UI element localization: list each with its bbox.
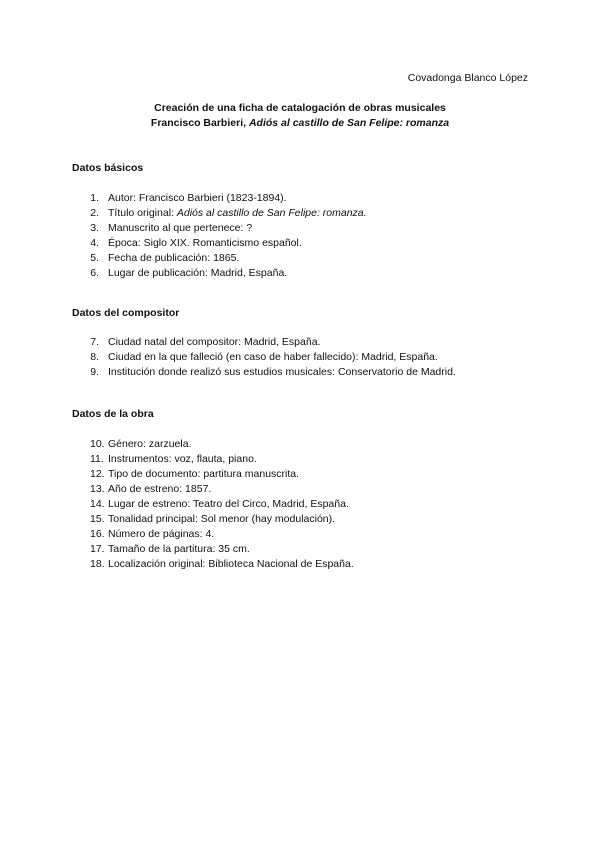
item-text: Tamaño de la partitura: 35 cm. — [108, 543, 250, 555]
list-item — [72, 437, 354, 452]
list-item — [72, 542, 354, 557]
item-number: 12. — [90, 468, 105, 480]
item-text: Institución donde realizó sus estudios musicales: Conservatorio de Madrid. — [108, 366, 456, 378]
item-text: Manuscrito al que pertenece: ? — [108, 222, 253, 234]
title-line-2-prefix: Francisco Barbieri, — [150, 117, 249, 129]
item-text: Tipo de documento: partitura manuscrita. — [108, 468, 300, 480]
title-line-1: Creación de una ficha de catalogación de obras musicales — [154, 102, 446, 114]
item-text: Título original: — [108, 207, 177, 219]
item-number: 7. — [90, 336, 99, 348]
item-number: 10. — [90, 438, 105, 450]
list-datos-compositor — [72, 335, 456, 380]
item-text-italic: Adiós al castillo de San Felipe: romanza. — [176, 207, 367, 219]
title-line-2 — [0, 116, 600, 131]
item-number: 6. — [90, 267, 99, 279]
item-number: 3. — [90, 222, 99, 234]
item-number: 9. — [90, 366, 99, 378]
list-item — [72, 365, 456, 380]
item-text: Instrumentos: voz, flauta, piano. — [108, 453, 257, 465]
list-item — [72, 251, 367, 266]
item-text: Tonalidad principal: Sol menor (hay modulación). — [108, 513, 336, 525]
document-title — [0, 101, 600, 131]
item-text: Época: Siglo XIX. Romanticismo español. — [108, 237, 302, 249]
list-item — [72, 527, 354, 542]
item-text: Ciudad en la que falleció (en caso de haber fallecido): Madrid, España. — [108, 351, 438, 363]
list-datos-basicos — [72, 191, 367, 281]
item-number: 2. — [90, 207, 99, 219]
list-item — [72, 191, 367, 206]
item-text: Género: zarzuela. — [108, 438, 192, 450]
title-line-2-italic: Adiós al castillo de San Felipe: romanza — [248, 117, 450, 129]
list-item — [72, 350, 456, 365]
list-item — [72, 482, 354, 497]
item-text: Lugar de estreno: Teatro del Circo, Madrid, España. — [108, 498, 349, 510]
item-number: 17. — [90, 543, 105, 555]
list-item — [72, 221, 367, 236]
list-item — [72, 497, 354, 512]
item-text: Localización original: Biblioteca Nacional de España. — [108, 558, 354, 570]
item-text: Lugar de publicación: Madrid, España. — [108, 267, 288, 279]
item-text: Año de estreno: 1857. — [108, 483, 212, 495]
item-text: Fecha de publicación: 1865. — [108, 252, 240, 264]
list-datos-obra — [72, 437, 354, 572]
item-number: 18. — [90, 558, 105, 570]
section-heading-datos-obra: Datos de la obra — [72, 408, 154, 420]
list-item — [72, 266, 367, 281]
section-heading-datos-basicos: Datos básicos — [72, 162, 144, 174]
item-number: 14. — [90, 498, 105, 510]
list-item — [72, 557, 354, 572]
section-heading-datos-compositor: Datos del compositor — [72, 307, 180, 319]
list-item — [72, 467, 354, 482]
item-number: 4. — [90, 237, 99, 249]
item-number: 16. — [90, 528, 105, 540]
item-text: Número de páginas: 4. — [108, 528, 215, 540]
list-item — [72, 452, 354, 467]
item-text: Ciudad natal del compositor: Madrid, España. — [108, 336, 321, 348]
item-number: 1. — [90, 192, 99, 204]
item-number: 5. — [90, 252, 99, 264]
item-text: Autor: Francisco Barbieri (1823-1894). — [108, 192, 287, 204]
list-item — [72, 335, 456, 350]
item-number: 8. — [90, 351, 99, 363]
list-item — [72, 512, 354, 527]
item-number: 15. — [90, 513, 105, 525]
author-name: Covadonga Blanco López — [407, 72, 528, 84]
list-item — [72, 236, 367, 251]
item-number: 11. — [90, 453, 104, 465]
list-item — [72, 206, 367, 221]
item-number: 13. — [90, 483, 105, 495]
